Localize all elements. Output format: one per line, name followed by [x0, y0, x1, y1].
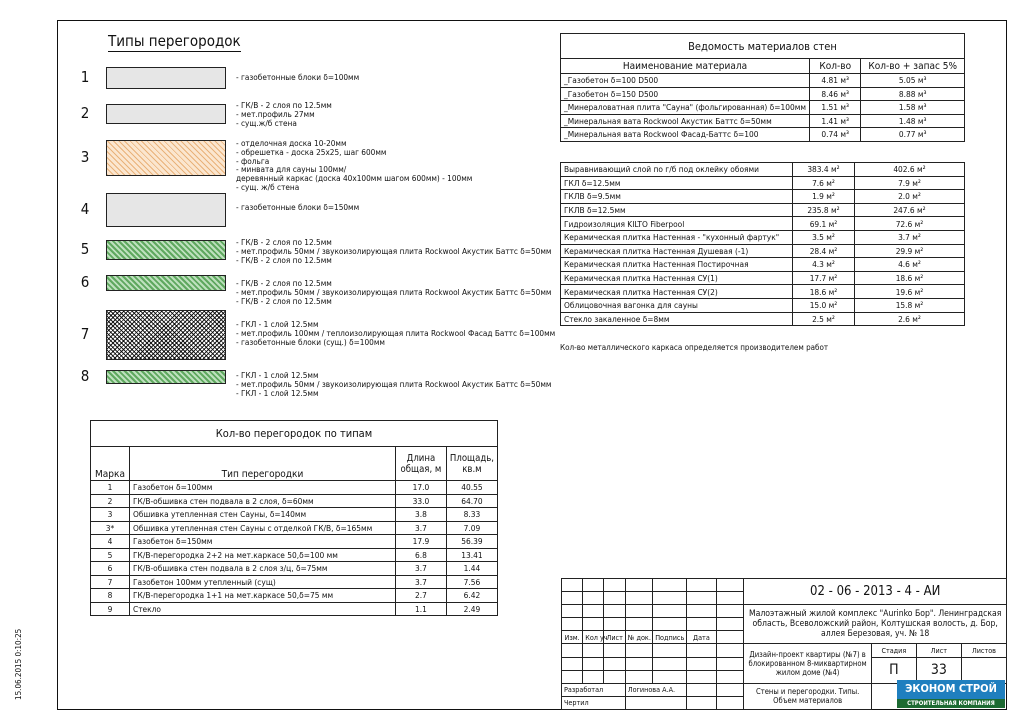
table-cell: 29.9 м²: [855, 244, 965, 258]
table-row: [561, 312, 965, 326]
role-drafter: Чертил: [562, 696, 626, 709]
table-cell: 69.1 м²: [793, 217, 855, 231]
table-cell: Стекло: [130, 602, 396, 616]
table-cell: 15.8 м²: [855, 298, 965, 312]
table-cell: Керамическая плитка Настенная СУ(1): [561, 271, 793, 285]
table-cell: 2.5 м²: [793, 312, 855, 326]
partition-swatch: [106, 370, 226, 384]
table-cell: 7.9 м²: [855, 176, 965, 190]
table-cell: 7: [91, 575, 130, 589]
h-date: Дата: [686, 631, 716, 644]
finishes-table: [560, 162, 965, 326]
table-row: [561, 203, 965, 217]
table-cell: 1.51 м³: [810, 101, 861, 115]
type-number: 6: [80, 273, 90, 291]
note-line: - ГКЛ - 1 слой 12.5мм: [236, 387, 319, 398]
note-line: - ГК/В - 2 слоя по 12.5мм: [236, 254, 332, 265]
print-stamp: 15.06.2015 0:10:25: [14, 628, 23, 700]
table-row: [561, 217, 965, 231]
table-row: [91, 535, 498, 549]
table-cell: 19.6 м²: [855, 285, 965, 299]
note-line: - минвата для сауны 100мм/: [236, 164, 347, 175]
table-cell: 1.41 м³: [810, 114, 861, 128]
note-line: - фольга: [236, 155, 270, 166]
partition-swatch: [106, 310, 226, 360]
table-cell: 3: [91, 508, 130, 522]
partition-notes: [236, 279, 551, 305]
table-cell: 2.6 м²: [855, 312, 965, 326]
table-cell: 3.7: [395, 521, 446, 535]
col-length: Длина общая, м: [395, 447, 446, 481]
table-cell: 13.41: [446, 548, 497, 562]
note-line: - ГК/В - 2 слоя по 12.5мм: [236, 278, 332, 288]
table-cell: 402.6 м²: [855, 163, 965, 177]
table-cell: ГКЛ δ=12.5мм: [561, 176, 793, 190]
count-table-title: Кол-во перегородок по типам: [91, 421, 498, 447]
table-cell: 3.8: [395, 508, 446, 522]
partition-notes: [236, 203, 359, 212]
table-cell: 1.1: [395, 602, 446, 616]
type-number: 5: [80, 240, 90, 258]
table-cell: Газобетон δ=100мм: [130, 481, 396, 495]
table-cell: 4: [91, 535, 130, 549]
note-line: деревянный каркас (доска 40х100мм шагом 600мм) - 100мм: [236, 173, 473, 184]
table-cell: Керамическая плитка Настенная Душевая (-1): [561, 244, 793, 258]
table-cell: _Газобетон δ=100 D500: [561, 74, 810, 88]
table-cell: _Минеральная вата Rockwool Фасад-Баттс δ=100: [561, 128, 810, 142]
table-cell: 3.5 м²: [793, 230, 855, 244]
table-cell: 8.33: [446, 508, 497, 522]
note-line: - мет.профиль 50мм / звукоизолирующая плита Rockwool Акустик Баттс δ=50мм: [236, 245, 552, 256]
table-cell: Облицовочная вагонка для сауны: [561, 298, 793, 312]
partition-swatch: [106, 104, 226, 124]
h-sheet: Лист: [916, 644, 961, 657]
table-cell: 17.9: [395, 535, 446, 549]
note-line: - ГКЛ - 1 слой 12.5мм: [236, 370, 319, 380]
table-cell: 383.4 м²: [793, 163, 855, 177]
h-izm: Изм.: [562, 631, 583, 644]
table-row: [561, 114, 965, 128]
note-line: - отделочная доска 10-20мм: [236, 138, 347, 148]
table-cell: 2.49: [446, 602, 497, 616]
table-cell: 6: [91, 562, 130, 576]
table-row: [91, 602, 498, 616]
table-cell: 2.7: [395, 589, 446, 603]
partition-notes: [236, 238, 551, 264]
table-cell: 1.48 м³: [861, 114, 965, 128]
table-cell: 3.7 м²: [855, 230, 965, 244]
table-cell: ГКЛВ δ=12.5мм: [561, 203, 793, 217]
project-name: Дизайн-проект квартиры (№7) в блокированном 8-миквартирном жилом доме (№4): [744, 644, 871, 683]
partition-swatch: [106, 193, 226, 227]
table-cell: 4.3 м²: [793, 258, 855, 272]
sheet-name: Стены и перегородки. Типы. Объем материалов: [744, 683, 871, 709]
table-cell: 2.0 м²: [855, 190, 965, 204]
partition-notes: [236, 371, 551, 397]
partition-notes: [236, 101, 332, 127]
role-developer: Разработал: [562, 683, 626, 696]
type-number: 4: [80, 200, 90, 218]
table-row: [91, 575, 498, 589]
table-cell: 2: [91, 494, 130, 508]
note-line: - мет.профиль 27мм: [236, 108, 315, 119]
partition-notes: [236, 139, 472, 192]
table-cell: Обшивка утепленная стен Сауны, δ=140мм: [130, 508, 396, 522]
table-cell: 235.8 м²: [793, 203, 855, 217]
partition-swatch: [106, 240, 226, 260]
note-line: - мет.профиль 50мм / звукоизолирующая плита Rockwool Акустик Баттс δ=50мм: [236, 286, 552, 297]
logo-sub-text: СТРОИТЕЛЬНАЯ КОМПАНИЯ: [897, 699, 1005, 708]
col-mark: Марка: [91, 447, 130, 481]
partition-notes: [236, 73, 359, 82]
note-line: - сущ. ж/б стена: [236, 181, 300, 192]
table-cell: 1.9 м²: [793, 190, 855, 204]
table-cell: 5: [91, 548, 130, 562]
table-row: [561, 128, 965, 142]
table-row: [561, 244, 965, 258]
table-cell: Гидроизоляция KILTO Fiberpool: [561, 217, 793, 231]
table-cell: 18.6 м²: [793, 285, 855, 299]
table-cell: 15.0 м²: [793, 298, 855, 312]
table-row: [561, 298, 965, 312]
table-row: [561, 87, 965, 101]
table-cell: Керамическая плитка Настенная Постирочная: [561, 258, 793, 272]
type-number: 3: [80, 148, 90, 166]
table-row: [561, 190, 965, 204]
table-cell: 5.05 м³: [861, 74, 965, 88]
logo-main-text: ЭКОНОМ СТРОЙ: [905, 682, 997, 695]
types-title: Типы перегородок: [108, 32, 241, 50]
table-cell: 8: [91, 589, 130, 603]
col-type: Тип перегородки: [130, 447, 396, 481]
materials-note: Кол-во металлического каркаса определяется производителем работ: [560, 343, 829, 352]
note-line: - мет.профиль 100мм / теплоизолирующая плита Rockwool Фасад Баттс δ=100мм: [236, 327, 556, 338]
type-number: 8: [80, 367, 90, 385]
note-line: - ГК/В - 2 слоя по 12.5мм: [236, 237, 332, 247]
table-row: [561, 271, 965, 285]
table-cell: 1.58 м³: [861, 101, 965, 115]
table-row: [91, 562, 498, 576]
table-cell: ГК/В-перегородка 1+1 на мет.каркасе 50,δ=75 мм: [130, 589, 396, 603]
table-cell: 40.55: [446, 481, 497, 495]
table-cell: 72.6 м²: [855, 217, 965, 231]
table-cell: 0.74 м³: [810, 128, 861, 142]
table-row: [91, 508, 498, 522]
table-cell: _Минеральная вата Rockwool Акустик Баттс δ=50мм: [561, 114, 810, 128]
note-line: - газобетонные блоки (сущ.) δ=100мм: [236, 336, 385, 347]
type-number: 2: [80, 104, 90, 122]
table-cell: 7.09: [446, 521, 497, 535]
table-cell: 17.7 м²: [793, 271, 855, 285]
table-cell: 33.0: [395, 494, 446, 508]
note-line: - мет.профиль 50мм / звукоизолирующая плита Rockwool Акустик Баттс δ=50мм: [236, 378, 552, 389]
note-line: - сущ.ж/б стена: [236, 117, 297, 128]
table-row: [561, 74, 965, 88]
table-cell: 7.6 м²: [793, 176, 855, 190]
object-description: Малоэтажный жилой комплекс "Aurinko Бор". Ленинградская область, Всеволожский район, Колтушская волость, д. Бор, аллея Березовая, уч. № 18: [744, 605, 1007, 644]
count-table: [90, 420, 498, 616]
note-line: - газобетонные блоки δ=150мм: [236, 202, 360, 212]
stage-value: П: [871, 657, 916, 683]
table-cell: 9: [91, 602, 130, 616]
table-row: [561, 230, 965, 244]
h-kol: Кол уч: [583, 631, 604, 644]
table-row: [91, 481, 498, 495]
table-cell: 4.81 м³: [810, 74, 861, 88]
table-cell: 56.39: [446, 535, 497, 549]
table-cell: _Минераловатная плита "Сауна" (фольгированная) δ=100мм: [561, 101, 810, 115]
table-cell: 3.7: [395, 575, 446, 589]
table-cell: 0.77 м³: [861, 128, 965, 142]
table-row: [91, 494, 498, 508]
table-cell: 3*: [91, 521, 130, 535]
partition-notes: [236, 320, 555, 346]
table-cell: ГК/В-перегородка 2+2 на мет.каркасе 50,δ=100 мм: [130, 548, 396, 562]
table-cell: 6.8: [395, 548, 446, 562]
table-cell: 64.70: [446, 494, 497, 508]
table-cell: ГКЛВ δ=9.5мм: [561, 190, 793, 204]
table-cell: _Газобетон δ=150 D500: [561, 87, 810, 101]
table-row: [561, 101, 965, 115]
table-row: [91, 548, 498, 562]
table-row: [91, 521, 498, 535]
table-cell: 28.4 м²: [793, 244, 855, 258]
table-cell: Керамическая плитка Настенная СУ(2): [561, 285, 793, 299]
table-cell: 7.56: [446, 575, 497, 589]
note-line: - обрешетка - доска 25х25, шаг 600мм: [236, 146, 387, 157]
col-material: Наименование материала: [561, 59, 810, 74]
table-row: [561, 258, 965, 272]
table-cell: Газобетон δ=150мм: [130, 535, 396, 549]
table-cell: Газобетон 100мм утепленный (сущ): [130, 575, 396, 589]
table-cell: ГК/В-обшивка стен подвала в 2 слоя, δ=60мм: [130, 494, 396, 508]
table-cell: Стекло закаленное δ=8мм: [561, 312, 793, 326]
h-stage: Стадия: [871, 644, 916, 657]
table-cell: 4.6 м²: [855, 258, 965, 272]
company-logo: [897, 680, 1005, 708]
table-cell: 8.46 м³: [810, 87, 861, 101]
h-doc: № док.: [625, 631, 652, 644]
col-qty-reserve: Кол-во + запас 5%: [861, 59, 965, 74]
materials-table: [560, 33, 965, 142]
table-cell: 8.88 м³: [861, 87, 965, 101]
partition-swatch: [106, 140, 226, 176]
note-line: - ГК/В - 2 слоя по 12.5мм: [236, 295, 332, 306]
col-qty: Кол-во: [810, 59, 861, 74]
table-cell: 3.7: [395, 562, 446, 576]
table-cell: Керамическая плитка Настенная - "кухонный фартук": [561, 230, 793, 244]
h-sheets: Листов: [961, 644, 1006, 657]
type-number: 1: [80, 68, 90, 86]
table-row: [561, 285, 965, 299]
h-list: Лист: [604, 631, 625, 644]
partition-swatch: [106, 275, 226, 291]
partition-swatch: [106, 67, 226, 89]
table-row: [561, 163, 965, 177]
sheet-value: 33: [916, 657, 961, 683]
note-line: - газобетонные блоки δ=100мм: [236, 72, 360, 82]
table-cell: 247.6 м²: [855, 203, 965, 217]
note-line: - ГКЛ - 1 слой 12.5мм: [236, 319, 319, 329]
table-cell: ГК/В-обшивка стен подвала в 2 слоя з/ц, δ=75мм: [130, 562, 396, 576]
col-area: Площадь, кв.м: [446, 447, 497, 481]
type-number: 7: [80, 325, 90, 343]
note-line: - ГК/В - 2 слоя по 12.5мм: [236, 100, 332, 110]
table-cell: 6.42: [446, 589, 497, 603]
table-row: [91, 589, 498, 603]
table-cell: 1: [91, 481, 130, 495]
developer-name: Логинова А.А.: [625, 683, 686, 696]
table-cell: 17.0: [395, 481, 446, 495]
table-cell: Обшивка утепленная стен Сауны с отделкой ГК/В, δ=165мм: [130, 521, 396, 535]
table-cell: Выравнивающий слой по г/б под оклейку обоями: [561, 163, 793, 177]
materials-title: Ведомость материалов стен: [561, 34, 965, 59]
drawing-code: 02 - 06 - 2013 - 4 - АИ: [744, 579, 1007, 605]
table-row: [561, 176, 965, 190]
table-cell: 18.6 м²: [855, 271, 965, 285]
table-cell: 1.44: [446, 562, 497, 576]
h-sign: Подпись: [653, 631, 687, 644]
